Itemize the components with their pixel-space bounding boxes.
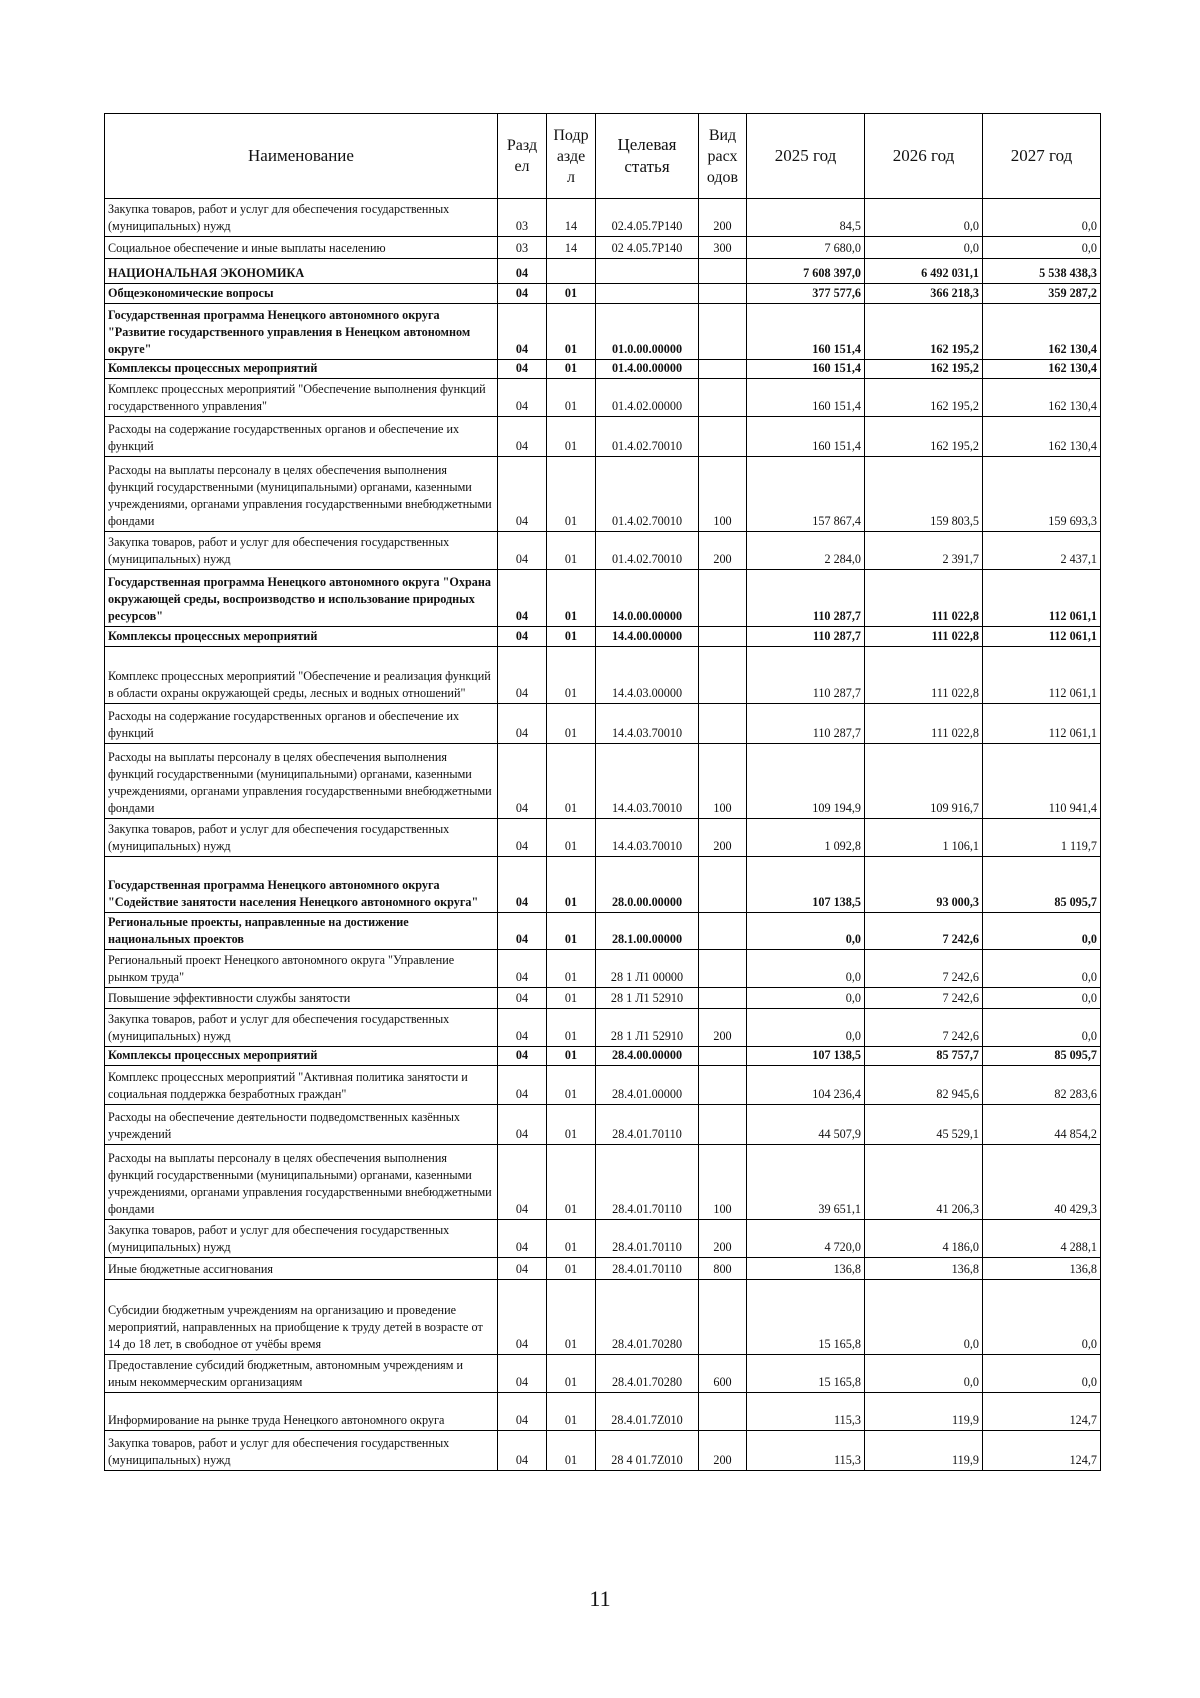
table-row [105, 259, 1101, 284]
cell-2026: 45 529,1 [865, 1105, 983, 1145]
cell-expense-type: 200 [699, 199, 747, 237]
cell-2027: 112 061,1 [983, 647, 1101, 704]
cell-name: Государственная программа Ненецкого автономного округа "Охрана окружающей среды, воспроизводство и использование природных ресурсов" [105, 570, 498, 627]
cell-razdel: 04 [498, 1105, 547, 1145]
cell-podrazdel: 01 [547, 1220, 596, 1258]
table-row [105, 1258, 1101, 1280]
cell-2025: 157 867,4 [747, 457, 865, 532]
table-row [105, 1431, 1101, 1471]
cell-name: Иные бюджетные ассигнования [105, 1258, 498, 1280]
cell-2027: 162 130,4 [983, 360, 1101, 379]
cell-razdel: 04 [498, 1009, 547, 1047]
cell-2027: 1 119,7 [983, 819, 1101, 857]
cell-target-article: 01.4.02.70010 [596, 417, 699, 457]
cell-2025: 84,5 [747, 199, 865, 237]
cell-2026: 41 206,3 [865, 1145, 983, 1220]
cell-expense-type [699, 704, 747, 744]
cell-podrazdel [547, 259, 596, 284]
cell-2027: 2 437,1 [983, 532, 1101, 570]
cell-name: Расходы на выплаты персоналу в целях обеспечения выполнения функций государственными (муниципальными) органами, казенными учреждениями, органами управления государственными внебюджетными фондами [105, 1145, 498, 1220]
cell-podrazdel: 01 [547, 627, 596, 647]
cell-2026: 159 803,5 [865, 457, 983, 532]
table-row [105, 1355, 1101, 1393]
table-row [105, 1220, 1101, 1258]
cell-2027: 5 538 438,3 [983, 259, 1101, 284]
cell-2026: 109 916,7 [865, 744, 983, 819]
cell-name: Информирование на рынке труда Ненецкого автономного округа [105, 1393, 498, 1431]
cell-name: Закупка товаров, работ и услуг для обеспечения государственных (муниципальных) нужд [105, 1009, 498, 1047]
cell-razdel: 04 [498, 950, 547, 988]
cell-razdel: 04 [498, 1280, 547, 1355]
table-row [105, 1105, 1101, 1145]
header-target-article: Целевая статья [596, 114, 699, 199]
cell-name: Предоставление субсидий бюджетным, автономным учреждениям и иным некоммерческим организациям [105, 1355, 498, 1393]
cell-razdel: 04 [498, 1047, 547, 1066]
cell-expense-type [699, 1105, 747, 1145]
cell-expense-type: 100 [699, 457, 747, 532]
cell-podrazdel: 01 [547, 379, 596, 417]
cell-2026: 0,0 [865, 1280, 983, 1355]
cell-2025: 160 151,4 [747, 417, 865, 457]
cell-2026: 0,0 [865, 237, 983, 259]
cell-2026: 7 242,6 [865, 950, 983, 988]
cell-target-article: 28.4.01.7Z010 [596, 1393, 699, 1431]
cell-podrazdel: 01 [547, 744, 596, 819]
cell-razdel: 04 [498, 988, 547, 1009]
cell-2026: 7 242,6 [865, 913, 983, 950]
cell-2026: 6 492 031,1 [865, 259, 983, 284]
cell-target-article: 28.4.01.70110 [596, 1258, 699, 1280]
cell-2027: 0,0 [983, 950, 1101, 988]
cell-2025: 104 236,4 [747, 1066, 865, 1105]
cell-razdel: 04 [498, 532, 547, 570]
cell-target-article: 14.4.03.70010 [596, 704, 699, 744]
cell-2025: 1 092,8 [747, 819, 865, 857]
cell-2026: 85 757,7 [865, 1047, 983, 1066]
cell-2026: 119,9 [865, 1431, 983, 1471]
cell-2026: 111 022,8 [865, 704, 983, 744]
cell-2025: 15 165,8 [747, 1280, 865, 1355]
cell-2027: 0,0 [983, 913, 1101, 950]
cell-2027: 40 429,3 [983, 1145, 1101, 1220]
cell-2026: 111 022,8 [865, 570, 983, 627]
table-row [105, 627, 1101, 647]
cell-2027: 159 693,3 [983, 457, 1101, 532]
cell-2027: 85 095,7 [983, 857, 1101, 913]
cell-podrazdel: 01 [547, 988, 596, 1009]
cell-target-article: 14.4.03.00000 [596, 647, 699, 704]
cell-2027: 112 061,1 [983, 627, 1101, 647]
table-row [105, 457, 1101, 532]
cell-expense-type [699, 259, 747, 284]
cell-razdel: 04 [498, 570, 547, 627]
cell-name: Закупка товаров, работ и услуг для обеспечения государственных (муниципальных) нужд [105, 819, 498, 857]
cell-name: Закупка товаров, работ и услуг для обеспечения государственных (муниципальных) нужд [105, 1220, 498, 1258]
cell-name: Расходы на содержание государственных органов и обеспечение их функций [105, 704, 498, 744]
cell-razdel: 04 [498, 647, 547, 704]
cell-razdel: 04 [498, 857, 547, 913]
cell-target-article: 28.4.01.70110 [596, 1220, 699, 1258]
cell-name: Расходы на содержание государственных органов и обеспечение их функций [105, 417, 498, 457]
cell-expense-type: 200 [699, 1431, 747, 1471]
cell-razdel: 04 [498, 379, 547, 417]
cell-name: Региональный проект Ненецкого автономного округа "Управление рынком труда" [105, 950, 498, 988]
cell-expense-type [699, 379, 747, 417]
cell-expense-type: 600 [699, 1355, 747, 1393]
cell-2026: 4 186,0 [865, 1220, 983, 1258]
page-number: 11 [589, 1586, 611, 1611]
cell-name: Комплексы процессных мероприятий [105, 1047, 498, 1066]
cell-expense-type [699, 360, 747, 379]
cell-razdel: 04 [498, 304, 547, 360]
cell-razdel: 04 [498, 1431, 547, 1471]
cell-target-article: 28 4 01.7Z010 [596, 1431, 699, 1471]
table-row [105, 1047, 1101, 1066]
cell-name: Расходы на обеспечение деятельности подведомственных казённых учреждений [105, 1105, 498, 1145]
table-row [105, 988, 1101, 1009]
cell-2027: 82 283,6 [983, 1066, 1101, 1105]
cell-2027: 0,0 [983, 237, 1101, 259]
cell-2025: 160 151,4 [747, 360, 865, 379]
cell-target-article [596, 259, 699, 284]
cell-2027: 162 130,4 [983, 304, 1101, 360]
cell-target-article: 01.4.00.00000 [596, 360, 699, 379]
cell-2027: 124,7 [983, 1393, 1101, 1431]
cell-podrazdel: 01 [547, 1280, 596, 1355]
cell-2027: 112 061,1 [983, 570, 1101, 627]
cell-name: Закупка товаров, работ и услуг для обеспечения государственных (муниципальных) нужд [105, 1431, 498, 1471]
table-row [105, 532, 1101, 570]
cell-name: Комплекс процессных мероприятий "Активная политика занятости и социальная поддержка безработных граждан" [105, 1066, 498, 1105]
cell-2027: 0,0 [983, 988, 1101, 1009]
cell-podrazdel: 01 [547, 1047, 596, 1066]
cell-podrazdel: 01 [547, 857, 596, 913]
cell-2025: 110 287,7 [747, 704, 865, 744]
cell-target-article: 01.4.02.70010 [596, 457, 699, 532]
cell-2027: 0,0 [983, 1009, 1101, 1047]
header-podrazdel: Подр азде л [547, 114, 596, 199]
cell-2026: 111 022,8 [865, 627, 983, 647]
cell-razdel: 04 [498, 284, 547, 304]
cell-expense-type [699, 304, 747, 360]
cell-target-article: 14.4.03.70010 [596, 744, 699, 819]
cell-expense-type: 100 [699, 744, 747, 819]
cell-name: Закупка товаров, работ и услуг для обеспечения государственных (муниципальных) нужд [105, 199, 498, 237]
table-row [105, 237, 1101, 259]
cell-podrazdel: 01 [547, 532, 596, 570]
cell-razdel: 03 [498, 237, 547, 259]
cell-2025: 110 287,7 [747, 647, 865, 704]
table-body [105, 199, 1101, 1471]
cell-target-article: 28.4.01.70110 [596, 1105, 699, 1145]
cell-target-article: 14.0.00.00000 [596, 570, 699, 627]
header-name: Наименование [105, 114, 498, 199]
cell-2025: 15 165,8 [747, 1355, 865, 1393]
cell-razdel: 04 [498, 1258, 547, 1280]
table-header-row [105, 114, 1101, 199]
cell-2026: 162 195,2 [865, 360, 983, 379]
cell-razdel: 04 [498, 259, 547, 284]
cell-expense-type [699, 988, 747, 1009]
cell-name: Субсидии бюджетным учреждениям на организацию и проведение мероприятий, направленных на приобщение к труду детей в возрасте от 14 до 18 лет, в свободное от учёбы время [105, 1280, 498, 1355]
cell-razdel: 04 [498, 819, 547, 857]
cell-expense-type: 200 [699, 1009, 747, 1047]
cell-2027: 110 941,4 [983, 744, 1101, 819]
cell-name: Комплексы процессных мероприятий [105, 627, 498, 647]
cell-name: Комплексы процессных мероприятий [105, 360, 498, 379]
cell-2025: 107 138,5 [747, 857, 865, 913]
cell-2026: 2 391,7 [865, 532, 983, 570]
cell-2026: 0,0 [865, 199, 983, 237]
cell-podrazdel: 01 [547, 1393, 596, 1431]
cell-name: Повышение эффективности службы занятости [105, 988, 498, 1009]
table-row [105, 819, 1101, 857]
cell-2027: 85 095,7 [983, 1047, 1101, 1066]
header-year-2027: 2027 год [983, 114, 1101, 199]
cell-target-article: 01.4.02.70010 [596, 532, 699, 570]
cell-2027: 136,8 [983, 1258, 1101, 1280]
cell-target-article: 28.4.01.70110 [596, 1145, 699, 1220]
cell-2026: 162 195,2 [865, 379, 983, 417]
cell-razdel: 04 [498, 1145, 547, 1220]
cell-podrazdel: 01 [547, 304, 596, 360]
cell-podrazdel: 01 [547, 360, 596, 379]
cell-name: Социальное обеспечение и иные выплаты населению [105, 237, 498, 259]
table-row [105, 570, 1101, 627]
cell-target-article: 14.4.03.70010 [596, 819, 699, 857]
cell-target-article: 28.4.01.70280 [596, 1280, 699, 1355]
cell-2025: 110 287,7 [747, 570, 865, 627]
cell-expense-type: 200 [699, 532, 747, 570]
cell-2025: 0,0 [747, 913, 865, 950]
cell-target-article: 28.1.00.00000 [596, 913, 699, 950]
cell-target-article: 01.0.00.00000 [596, 304, 699, 360]
cell-expense-type [699, 647, 747, 704]
cell-expense-type: 100 [699, 1145, 747, 1220]
table-row [105, 1009, 1101, 1047]
table-row [105, 199, 1101, 237]
cell-2025: 0,0 [747, 1009, 865, 1047]
cell-2025: 377 577,6 [747, 284, 865, 304]
cell-2025: 4 720,0 [747, 1220, 865, 1258]
cell-expense-type [699, 570, 747, 627]
cell-2025: 115,3 [747, 1431, 865, 1471]
cell-podrazdel: 01 [547, 1258, 596, 1280]
cell-expense-type [699, 1066, 747, 1105]
cell-razdel: 04 [498, 1355, 547, 1393]
cell-2027: 162 130,4 [983, 379, 1101, 417]
cell-2027: 0,0 [983, 1280, 1101, 1355]
cell-expense-type [699, 1047, 747, 1066]
cell-podrazdel: 01 [547, 1066, 596, 1105]
cell-name: Расходы на выплаты персоналу в целях обеспечения выполнения функций государственными (муниципальными) органами, казенными учреждениями, органами управления государственными внебюджетными фондами [105, 744, 498, 819]
cell-expense-type [699, 857, 747, 913]
cell-podrazdel: 14 [547, 199, 596, 237]
header-expense-type: Вид расх одов [699, 114, 747, 199]
table-row [105, 1280, 1101, 1355]
cell-expense-type [699, 1280, 747, 1355]
cell-2026: 119,9 [865, 1393, 983, 1431]
table-row [105, 647, 1101, 704]
table-row [105, 704, 1101, 744]
cell-podrazdel: 01 [547, 570, 596, 627]
cell-expense-type [699, 950, 747, 988]
cell-2027: 124,7 [983, 1431, 1101, 1471]
cell-expense-type: 200 [699, 819, 747, 857]
cell-target-article: 14.4.00.00000 [596, 627, 699, 647]
cell-2026: 136,8 [865, 1258, 983, 1280]
cell-2026: 111 022,8 [865, 647, 983, 704]
cell-2026: 93 000,3 [865, 857, 983, 913]
cell-2026: 0,0 [865, 1355, 983, 1393]
cell-2025: 109 194,9 [747, 744, 865, 819]
cell-razdel: 04 [498, 1066, 547, 1105]
cell-2025: 0,0 [747, 950, 865, 988]
cell-razdel: 04 [498, 913, 547, 950]
cell-2027: 162 130,4 [983, 417, 1101, 457]
cell-name: Региональные проекты, направленные на достижение национальных проектов [105, 913, 498, 950]
cell-podrazdel: 01 [547, 1431, 596, 1471]
table-row [105, 950, 1101, 988]
cell-name: Государственная программа Ненецкого автономного округа "Содействие занятости населения Ненецкого автономного округа" [105, 857, 498, 913]
cell-podrazdel: 01 [547, 284, 596, 304]
cell-name: Общеэкономические вопросы [105, 284, 498, 304]
cell-podrazdel: 01 [547, 1355, 596, 1393]
cell-2025: 7 680,0 [747, 237, 865, 259]
cell-name: Государственная программа Ненецкого автономного округа "Развитие государственного управления в Ненецком автономном округе" [105, 304, 498, 360]
cell-2026: 162 195,2 [865, 304, 983, 360]
cell-expense-type [699, 417, 747, 457]
cell-name: Комплекс процессных мероприятий "Обеспечение выполнения функций государственного управления" [105, 379, 498, 417]
cell-name: НАЦИОНАЛЬНАЯ ЭКОНОМИКА [105, 259, 498, 284]
header-year-2025: 2025 год [747, 114, 865, 199]
budget-table [104, 113, 1101, 1471]
cell-2025: 0,0 [747, 988, 865, 1009]
cell-podrazdel: 01 [547, 1145, 596, 1220]
cell-2026: 7 242,6 [865, 1009, 983, 1047]
table-row [105, 857, 1101, 913]
cell-razdel: 04 [498, 1220, 547, 1258]
cell-expense-type: 300 [699, 237, 747, 259]
cell-2025: 136,8 [747, 1258, 865, 1280]
table-row [105, 379, 1101, 417]
cell-podrazdel: 01 [547, 457, 596, 532]
cell-target-article: 28 1 Л1 52910 [596, 1009, 699, 1047]
table-row [105, 913, 1101, 950]
cell-razdel: 04 [498, 457, 547, 532]
cell-podrazdel: 01 [547, 647, 596, 704]
cell-target-article: 28.4.00.00000 [596, 1047, 699, 1066]
cell-2027: 112 061,1 [983, 704, 1101, 744]
cell-podrazdel: 01 [547, 1105, 596, 1145]
cell-podrazdel: 01 [547, 913, 596, 950]
cell-name: Комплекс процессных мероприятий "Обеспечение и реализация функций в области охраны окружающей среды, лесных и водных отношений" [105, 647, 498, 704]
cell-2025: 2 284,0 [747, 532, 865, 570]
cell-podrazdel: 01 [547, 704, 596, 744]
cell-2025: 39 651,1 [747, 1145, 865, 1220]
cell-target-article: 28 1 Л1 00000 [596, 950, 699, 988]
cell-target-article: 01.4.02.00000 [596, 379, 699, 417]
cell-razdel: 04 [498, 744, 547, 819]
table-row [105, 744, 1101, 819]
cell-expense-type [699, 913, 747, 950]
cell-target-article: 28 1 Л1 52910 [596, 988, 699, 1009]
header-razdel: Разд ел [498, 114, 547, 199]
cell-target-article: 28.4.01.00000 [596, 1066, 699, 1105]
table-row [105, 284, 1101, 304]
cell-2027: 0,0 [983, 199, 1101, 237]
cell-razdel: 04 [498, 627, 547, 647]
cell-2025: 7 608 397,0 [747, 259, 865, 284]
cell-2025: 160 151,4 [747, 379, 865, 417]
header-year-2026: 2026 год [865, 114, 983, 199]
cell-2025: 160 151,4 [747, 304, 865, 360]
cell-podrazdel: 01 [547, 1009, 596, 1047]
cell-2025: 107 138,5 [747, 1047, 865, 1066]
cell-2026: 7 242,6 [865, 988, 983, 1009]
cell-2027: 4 288,1 [983, 1220, 1101, 1258]
cell-podrazdel: 01 [547, 950, 596, 988]
cell-expense-type [699, 1393, 747, 1431]
cell-razdel: 04 [498, 417, 547, 457]
table-row [105, 1066, 1101, 1105]
table-row [105, 304, 1101, 360]
cell-expense-type: 800 [699, 1258, 747, 1280]
cell-razdel: 04 [498, 1393, 547, 1431]
cell-podrazdel: 01 [547, 819, 596, 857]
cell-podrazdel: 14 [547, 237, 596, 259]
cell-2026: 82 945,6 [865, 1066, 983, 1105]
cell-podrazdel: 01 [547, 417, 596, 457]
table-row [105, 417, 1101, 457]
cell-razdel: 04 [498, 704, 547, 744]
cell-target-article: 28.4.01.70280 [596, 1355, 699, 1393]
cell-target-article: 28.0.00.00000 [596, 857, 699, 913]
cell-2026: 366 218,3 [865, 284, 983, 304]
cell-2027: 359 287,2 [983, 284, 1101, 304]
cell-2027: 0,0 [983, 1355, 1101, 1393]
cell-razdel: 04 [498, 360, 547, 379]
cell-name: Расходы на выплаты персоналу в целях обеспечения выполнения функций государственными (муниципальными) органами, казенными учреждениями, органами управления государственными внебюджетными фондами [105, 457, 498, 532]
cell-2025: 44 507,9 [747, 1105, 865, 1145]
cell-expense-type: 200 [699, 1220, 747, 1258]
cell-target-article: 02.4.05.7P140 [596, 199, 699, 237]
cell-name: Закупка товаров, работ и услуг для обеспечения государственных (муниципальных) нужд [105, 532, 498, 570]
table-row [105, 1145, 1101, 1220]
cell-expense-type [699, 627, 747, 647]
cell-expense-type [699, 284, 747, 304]
cell-2025: 110 287,7 [747, 627, 865, 647]
cell-2025: 115,3 [747, 1393, 865, 1431]
cell-2026: 1 106,1 [865, 819, 983, 857]
cell-2026: 162 195,2 [865, 417, 983, 457]
cell-target-article [596, 284, 699, 304]
cell-razdel: 03 [498, 199, 547, 237]
table-row [105, 360, 1101, 379]
table-row [105, 1393, 1101, 1431]
cell-2027: 44 854,2 [983, 1105, 1101, 1145]
cell-target-article: 02 4.05.7P140 [596, 237, 699, 259]
